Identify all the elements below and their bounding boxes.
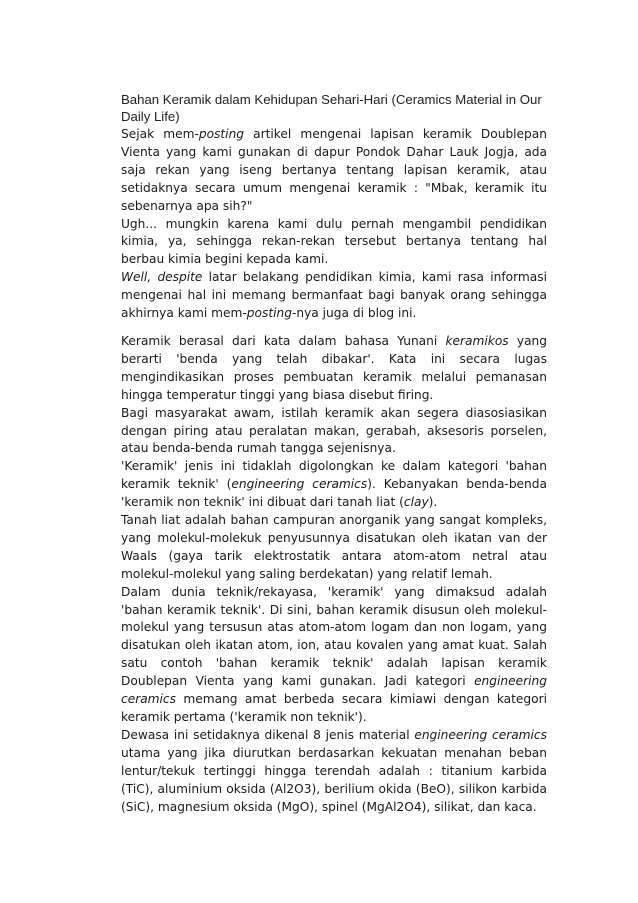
italic-text: keramikos bbox=[445, 333, 509, 348]
paragraph-ugh: Ugh... mungkin karena kami dulu pernah mengambil pendidikan kimia, ya, sehingga rekan-rekan tersebut bertanya tentang hal berbau kimia begini kepada kami. bbox=[121, 216, 547, 267]
paragraph-kategori bbox=[121, 458, 547, 512]
text-run: ). Kebanyakan benda-benda 'keramik non teknik' ini dibuat dari tanah liat ( bbox=[121, 477, 547, 510]
text-run: memang amat berbeda secara kimiawi dengan kategori keramik pertama ('keramik non teknik'). bbox=[121, 692, 547, 724]
text-run: yang berarti 'benda yang telah dibakar'. Kata ini secara lugas mengindikasikan proses pembuatan keramik melalui pemanasan hingga temperatur tinggi yang biasa disebut firing. bbox=[121, 333, 548, 402]
text-run: Sejak mem- bbox=[121, 127, 199, 141]
text-run: -nya juga di blog ini. bbox=[291, 306, 417, 321]
italic-text: engineering ceramics bbox=[121, 674, 547, 707]
paragraph-masyarakat: Bagi masyarakat awam, istilah keramik akan segera diasosiasikan dengan piring atau peralatan makan, gerabah, aksesoris porselen, atau benda-benda rumah tangga sejenisnya. bbox=[121, 405, 547, 456]
text-run: artikel mengenai lapisan keramik Doublepan Vienta yang kami gunakan di dapur Pondok Dahar Lauk Jogja, ada saja rekan yang iseng bertanya tentang lapisan keramik, atau setidaknya secara umum mengenai keramik : "Mbak, keramik itu sebenarnya apa sih?" bbox=[121, 127, 547, 213]
italic-text: posting bbox=[246, 306, 292, 321]
italic-text: Well, despite bbox=[121, 270, 203, 285]
italic-text: engineering ceramics bbox=[414, 727, 547, 742]
paragraph-tanah-liat: Tanah liat adalah bahan campuran anorganik yang sangat kompleks, yang molekul-molekuk penyusunnya disatukan oleh ikatan van der Waals (gaya tarik elektrostatik antara atom-atom netral atau molekul-molekul yang saling berdekatan) yang relatif lemah. bbox=[121, 513, 547, 581]
text-run: latar belakang pendidikan kimia, kami rasa informasi mengenai hal ini memang bermanfaat bagi banyak orang sehingga akhirnya kami mem- bbox=[121, 270, 547, 321]
italic-text: posting bbox=[198, 127, 245, 141]
document-page bbox=[121, 91, 547, 816]
text-run: ). bbox=[428, 495, 438, 510]
article-title: Bahan Keramik dalam Kehidupan Sehari-Hari (Ceramics Material in Our Daily Life) bbox=[121, 92, 542, 124]
paragraph-intro bbox=[121, 126, 547, 216]
text-run: Keramik berasal dari kata dalam bahasa Yunani bbox=[121, 333, 446, 348]
paragraph-material-list bbox=[121, 727, 547, 817]
italic-text: engineering ceramics bbox=[231, 477, 368, 492]
text-run: 'Keramik' jenis ini tidaklah digolongkan ke dalam kategori 'bahan keramik teknik' ( bbox=[121, 459, 547, 492]
text-run: Dalam dunia teknik/rekayasa, 'keramik' yang dimaksud adalah 'bahan keramik teknik'. Di sini, bahan keramik disusun oleh molekul-molekul yang tersusun atas atom-atom logam dan non logam, yang disatukan oleh ikatan atom, ion, atau kovalen yang amat kuat. Salah satu contoh 'bahan keramik teknik' adalah lapisan keramik Doublepan Vienta yang kami gunakan. Jadi kategori bbox=[121, 584, 547, 689]
paragraph-teknik bbox=[121, 584, 547, 727]
paragraph-despite bbox=[121, 269, 547, 323]
text-run: utama yang jika diurutkan berdasarkan kekuatan menahan beban lentur/tekuk tertinggi hingga terendah adalah : titanium karbida (TiC), aluminium oksida (Al2O3), berilium okida (BeO), silikon karbida (SiC), magnesium oksida (MgO), spinel (MgAl2O4), silikat, dan kaca. bbox=[121, 745, 547, 814]
paragraph-etymology bbox=[121, 333, 547, 405]
italic-text: clay bbox=[403, 495, 429, 510]
text-run: Dewasa ini setidaknya dikenal 8 jenis material bbox=[121, 727, 415, 742]
paragraph-spacer bbox=[121, 323, 547, 333]
